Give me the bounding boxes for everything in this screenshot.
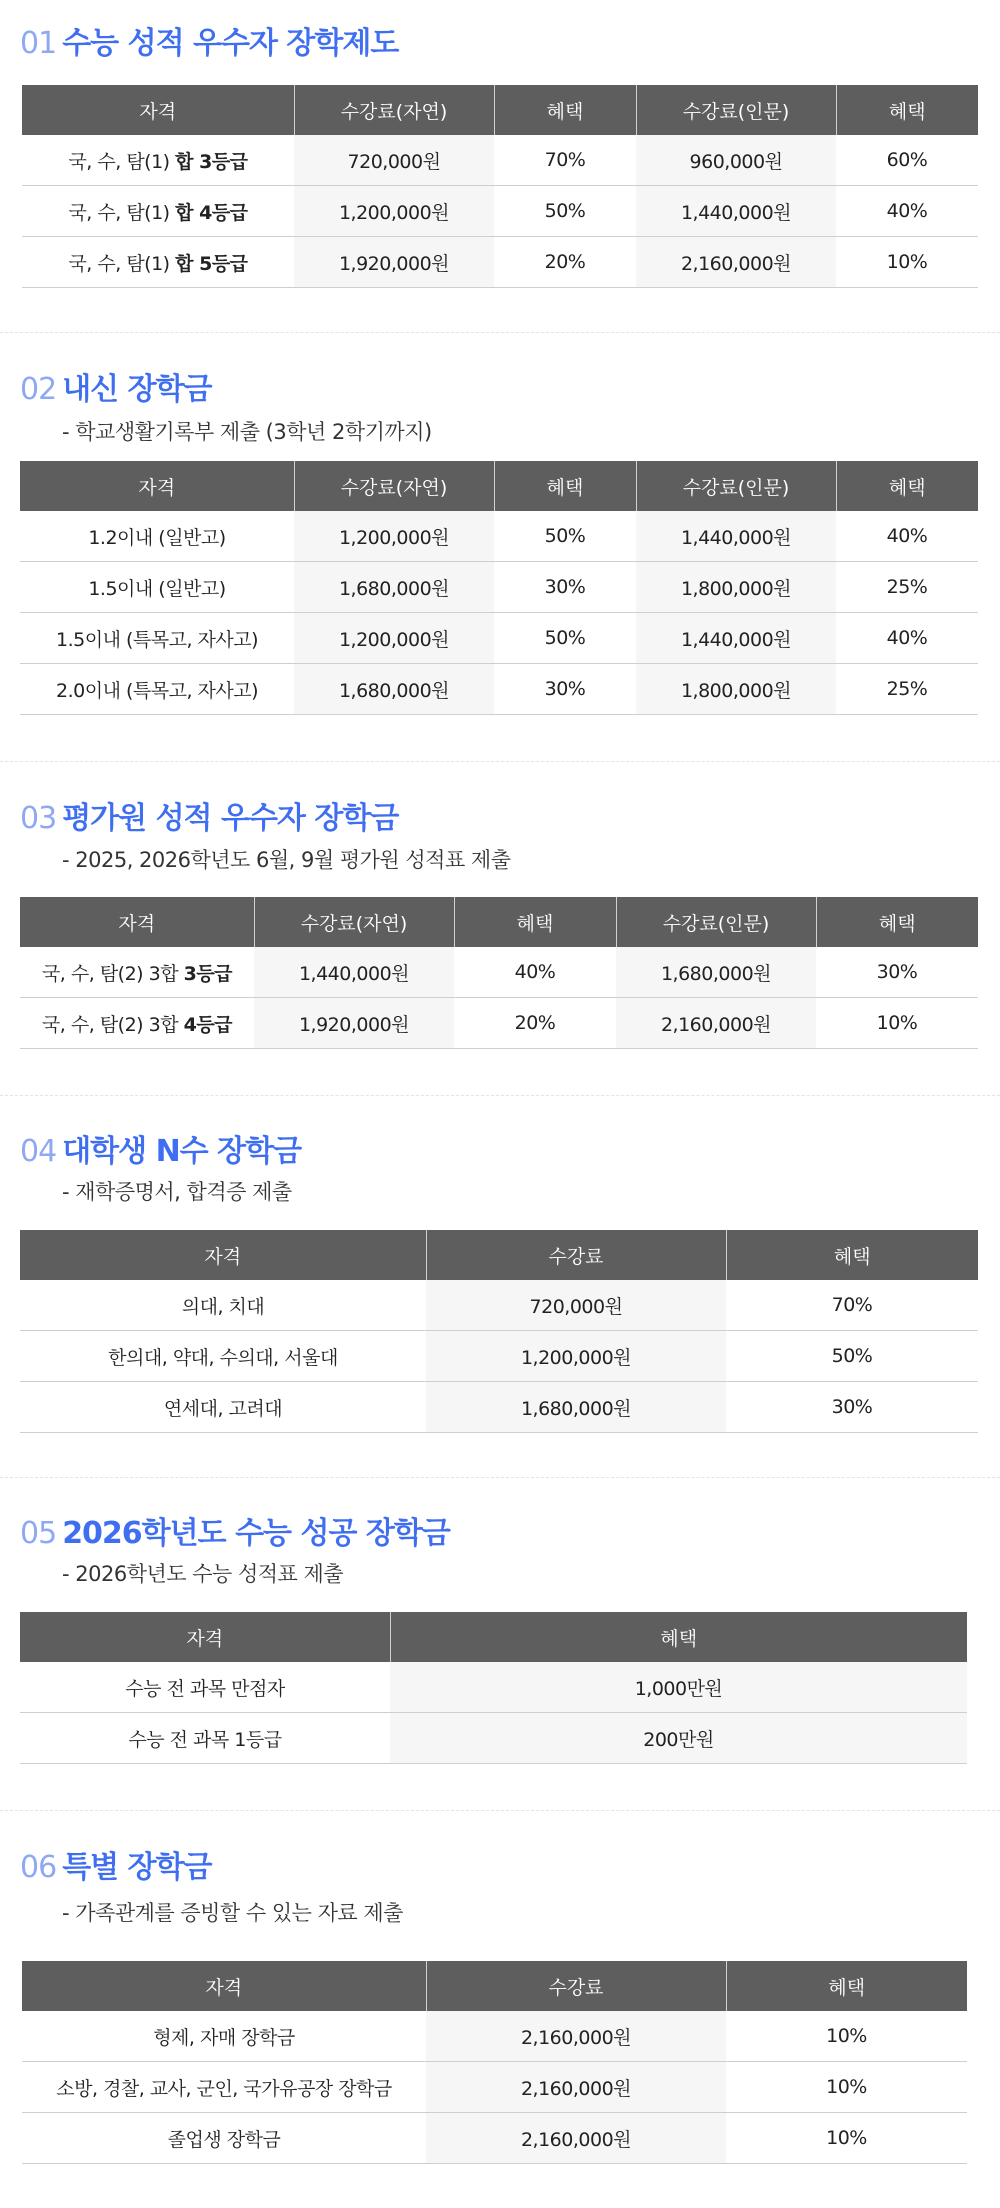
table-row xyxy=(20,664,978,715)
qualification-cell: 1.5이내 (특목고, 자사고) xyxy=(20,613,294,664)
benefit-cell: 1,000만원 xyxy=(390,1662,967,1713)
header-fee: 수강료 xyxy=(426,1961,726,2011)
fee-cell: 720,000원 xyxy=(294,135,494,186)
qualification-cell: 수능 전 과목 1등급 xyxy=(20,1713,390,1764)
table-row xyxy=(22,135,978,186)
table-row xyxy=(20,511,978,562)
scholarship-table xyxy=(20,1230,978,1433)
table-row xyxy=(20,1382,978,1433)
section-subtitle: - 2025, 2026학년도 6월, 9월 평가원 성적표 제출 xyxy=(62,848,511,872)
section-subtitle: - 2026학년도 수능 성적표 제출 xyxy=(62,1562,344,1586)
fee-cell: 1,680,000원 xyxy=(294,562,494,613)
benefit-cell: 10% xyxy=(726,2113,967,2164)
benefit-cell: 40% xyxy=(836,613,978,664)
table-row xyxy=(20,613,978,664)
fee-cell: 2,160,000원 xyxy=(426,2011,726,2062)
section-divider xyxy=(0,1810,1000,1811)
benefit-cell: 10% xyxy=(726,2062,967,2113)
benefit-cell: 70% xyxy=(726,1280,978,1331)
benefit-cell: 50% xyxy=(726,1331,978,1382)
qualification-cell: 형제, 자매 장학금 xyxy=(22,2011,426,2062)
qualification-cell: 소방, 경찰, 교사, 군인, 국가유공장 장학금 xyxy=(22,2062,426,2113)
benefit-cell: 50% xyxy=(494,511,636,562)
qualification-cell: 의대, 치대 xyxy=(20,1280,426,1331)
benefit-cell: 30% xyxy=(816,947,978,998)
header-benefit: 혜택 xyxy=(390,1612,967,1662)
header-fee-science: 수강료(자연) xyxy=(294,85,494,135)
header-qualification: 자격 xyxy=(20,1230,426,1280)
fee-cell: 1,200,000원 xyxy=(294,186,494,237)
section-subtitle: - 학교생활기록부 제출 (3학년 2학기까지) xyxy=(62,420,432,444)
qualification-cell: 수능 전 과목 만점자 xyxy=(20,1662,390,1713)
benefit-cell: 10% xyxy=(816,998,978,1049)
header-fee-science: 수강료(자연) xyxy=(254,897,454,947)
section-title: 01 수능 성적 우수자 장학제도 xyxy=(20,26,399,61)
table-row xyxy=(20,1280,978,1331)
qualification-cell: 국, 수, 탐(1) 합 4등급 xyxy=(22,186,294,237)
fee-cell: 1,440,000원 xyxy=(636,613,836,664)
scholarship-table xyxy=(20,897,978,1049)
benefit-cell: 40% xyxy=(836,186,978,237)
benefit-cell: 20% xyxy=(494,237,636,288)
benefit-cell: 200만원 xyxy=(390,1713,967,1764)
fee-cell: 2,160,000원 xyxy=(426,2113,726,2164)
header-fee-science: 수강료(자연) xyxy=(294,461,494,511)
fee-cell: 1,920,000원 xyxy=(294,237,494,288)
header-benefit: 혜택 xyxy=(494,85,636,135)
benefit-cell: 10% xyxy=(836,237,978,288)
table-row xyxy=(20,562,978,613)
scholarship-table xyxy=(22,1961,967,2164)
qualification-cell: 연세대, 고려대 xyxy=(20,1382,426,1433)
section-title: 02 내신 장학금 xyxy=(20,372,212,407)
qualification-cell: 졸업생 장학금 xyxy=(22,2113,426,2164)
fee-cell: 1,440,000원 xyxy=(254,947,454,998)
fee-cell: 1,800,000원 xyxy=(636,562,836,613)
table-header-row xyxy=(20,1612,967,1662)
header-fee-humanities: 수강료(인문) xyxy=(636,85,836,135)
benefit-cell: 30% xyxy=(494,664,636,715)
fee-cell: 1,920,000원 xyxy=(254,998,454,1049)
table-header-row xyxy=(20,1230,978,1280)
table-row xyxy=(20,1713,967,1764)
section-divider xyxy=(0,1095,1000,1096)
section-title: 06 특별 장학금 xyxy=(20,1850,212,1885)
scholarship-table xyxy=(22,85,978,288)
qualification-cell: 1.5이내 (일반고) xyxy=(20,562,294,613)
table-header-row xyxy=(20,461,978,511)
qualification-cell: 국, 수, 탐(2) 3합 4등급 xyxy=(20,998,254,1049)
fee-cell: 1,440,000원 xyxy=(636,511,836,562)
benefit-cell: 40% xyxy=(836,511,978,562)
header-benefit: 혜택 xyxy=(454,897,616,947)
header-benefit: 혜택 xyxy=(816,897,978,947)
fee-cell: 2,160,000원 xyxy=(636,237,836,288)
benefit-cell: 50% xyxy=(494,186,636,237)
header-benefit: 혜택 xyxy=(836,461,978,511)
section-divider xyxy=(0,761,1000,762)
benefit-cell: 20% xyxy=(454,998,616,1049)
table-row xyxy=(20,1662,967,1713)
header-qualification: 자격 xyxy=(22,1961,426,2011)
table-row xyxy=(20,1331,978,1382)
fee-cell: 1,680,000원 xyxy=(616,947,816,998)
header-fee: 수강료 xyxy=(426,1230,726,1280)
section-divider xyxy=(0,332,1000,333)
qualification-cell: 한의대, 약대, 수의대, 서울대 xyxy=(20,1331,426,1382)
header-benefit: 혜택 xyxy=(494,461,636,511)
fee-cell: 1,680,000원 xyxy=(294,664,494,715)
qualification-cell: 1.2이내 (일반고) xyxy=(20,511,294,562)
header-fee-humanities: 수강료(인문) xyxy=(636,461,836,511)
benefit-cell: 10% xyxy=(726,2011,967,2062)
benefit-cell: 25% xyxy=(836,562,978,613)
header-benefit: 혜택 xyxy=(726,1961,967,2011)
table-row xyxy=(22,2062,967,2113)
fee-cell: 1,440,000원 xyxy=(636,186,836,237)
fee-cell: 1,200,000원 xyxy=(294,613,494,664)
benefit-cell: 30% xyxy=(726,1382,978,1433)
table-row xyxy=(22,2113,967,2164)
scholarship-table xyxy=(20,461,978,715)
fee-cell: 720,000원 xyxy=(426,1280,726,1331)
table-header-row xyxy=(20,897,978,947)
qualification-cell: 국, 수, 탐(1) 합 5등급 xyxy=(22,237,294,288)
header-fee-humanities: 수강료(인문) xyxy=(616,897,816,947)
section-subtitle: - 가족관계를 증빙할 수 있는 자료 제출 xyxy=(62,1901,403,1925)
benefit-cell: 50% xyxy=(494,613,636,664)
fee-cell: 1,680,000원 xyxy=(426,1382,726,1433)
qualification-cell: 2.0이내 (특목고, 자사고) xyxy=(20,664,294,715)
header-qualification: 자격 xyxy=(20,461,294,511)
header-benefit: 혜택 xyxy=(836,85,978,135)
header-qualification: 자격 xyxy=(20,897,254,947)
benefit-cell: 70% xyxy=(494,135,636,186)
table-header-row xyxy=(22,1961,967,2011)
header-benefit: 혜택 xyxy=(726,1230,978,1280)
qualification-cell: 국, 수, 탐(1) 합 3등급 xyxy=(22,135,294,186)
section-subtitle: - 재학증명서, 합격증 제출 xyxy=(62,1180,292,1204)
benefit-cell: 25% xyxy=(836,664,978,715)
table-row xyxy=(20,947,978,998)
header-qualification: 자격 xyxy=(20,1612,390,1662)
benefit-cell: 40% xyxy=(454,947,616,998)
qualification-cell: 국, 수, 탐(2) 3합 3등급 xyxy=(20,947,254,998)
fee-cell: 1,200,000원 xyxy=(426,1331,726,1382)
benefit-cell: 60% xyxy=(836,135,978,186)
scholarship-table xyxy=(20,1612,967,1764)
fee-cell: 2,160,000원 xyxy=(616,998,816,1049)
section-divider xyxy=(0,1477,1000,1478)
fee-cell: 1,200,000원 xyxy=(294,511,494,562)
benefit-cell: 30% xyxy=(494,562,636,613)
table-row xyxy=(22,237,978,288)
fee-cell: 960,000원 xyxy=(636,135,836,186)
section-title: 05 2026학년도 수능 성공 장학금 xyxy=(20,1516,450,1551)
table-row xyxy=(22,186,978,237)
table-row xyxy=(20,998,978,1049)
section-title: 03 평가원 성적 우수자 장학금 xyxy=(20,801,399,836)
fee-cell: 1,800,000원 xyxy=(636,664,836,715)
fee-cell: 2,160,000원 xyxy=(426,2062,726,2113)
table-header-row xyxy=(22,85,978,135)
header-qualification: 자격 xyxy=(22,85,294,135)
section-title: 04 대학생 N수 장학금 xyxy=(20,1134,302,1169)
table-row xyxy=(22,2011,967,2062)
